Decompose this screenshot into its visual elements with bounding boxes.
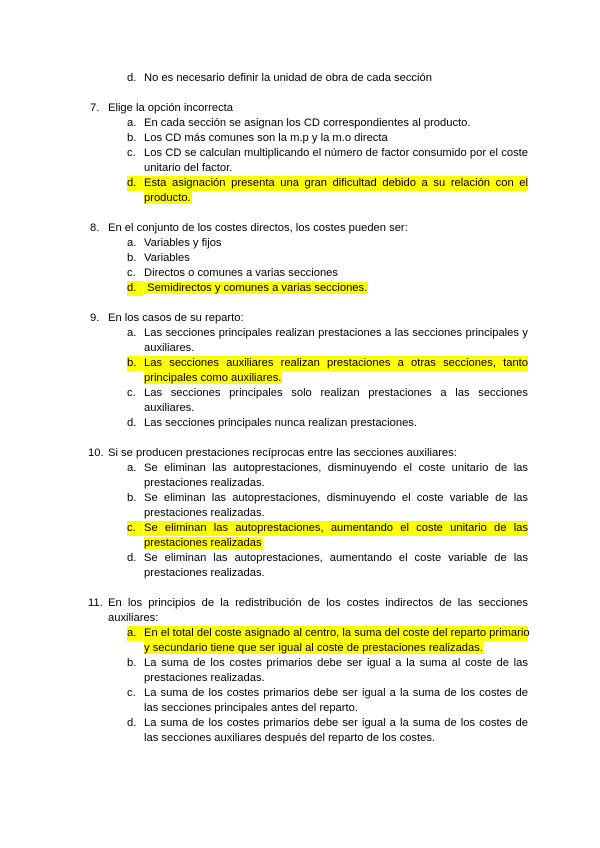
option-letter: d.	[127, 72, 137, 84]
option-letter: a.	[127, 237, 137, 249]
option-text: Directos o comunes a varias secciones	[144, 267, 339, 279]
question-number: 9.	[90, 312, 100, 324]
question-text: En los principios de la redistribución de los costes indirectos de las secciones	[108, 597, 528, 609]
option-letter: a.	[127, 117, 137, 129]
option-text: Los CD más comunes son la m.p y la m.o directa	[144, 132, 388, 144]
option-text-highlighted: En el total del coste asignado al centro, la suma del coste del reparto primario	[144, 627, 530, 639]
option-text-highlighted-cont: y secundario tiene que ser igual al coste de prestaciones realizadas.	[144, 642, 483, 654]
option-text: Se eliminan las autoprestaciones, aumentando el coste variable de las	[144, 552, 528, 564]
option-letter: c.	[127, 267, 136, 279]
option-letter: b.	[127, 356, 143, 371]
option-text: Variables y fijos	[144, 237, 222, 249]
option-text-cont: las secciones principales antes del reparto.	[144, 702, 358, 714]
option-text: Variables	[144, 252, 190, 264]
option-text-cont: auxiliares.	[144, 342, 195, 354]
option-text: La suma de los costes primarios debe ser igual a la suma de los costes de	[144, 717, 528, 729]
option-text: En cada sección se asignan los CD correspondientes al producto.	[144, 117, 471, 129]
option-letter: d.	[127, 176, 143, 191]
option-letter: b.	[127, 492, 137, 504]
option-letter: d.	[127, 717, 137, 729]
question-number: 11.	[88, 597, 103, 609]
option-letter: a.	[127, 327, 137, 339]
option-text-cont: prestaciones realizadas.	[144, 477, 265, 489]
option-text: Las secciones principales realizan prestaciones a las secciones principales y	[144, 327, 528, 339]
option-letter: b.	[127, 657, 137, 669]
option-text-highlighted: Esta asignación presenta una gran dificultad debido a su relación con el	[144, 177, 528, 189]
option-text-cont: prestaciones realizadas.	[144, 507, 265, 519]
question-text-cont: auxiliares:	[108, 612, 159, 624]
option-text: Los CD se calculan multiplicando el número de factor consumido por el coste	[144, 147, 528, 159]
option-text-highlighted-cont: prestaciones realizadas	[144, 537, 262, 549]
option-text-cont: prestaciones realizadas.	[144, 567, 265, 579]
option-letter: c.	[127, 147, 136, 159]
option-letter: b.	[127, 252, 137, 264]
question-number: 10.	[88, 447, 104, 459]
option-letter: c.	[127, 521, 143, 536]
option-text: Las secciones principales solo realizan prestaciones a las secciones	[144, 387, 528, 399]
option-text-highlighted: Semidirectos y comunes a varias secciones.	[144, 282, 368, 294]
question-text: En los casos de su reparto:	[108, 312, 244, 324]
question-number: 7.	[90, 102, 100, 114]
option-letter: d.	[127, 281, 143, 296]
option-letter: c.	[127, 687, 136, 699]
option-text-highlighted: Se eliminan las autoprestaciones, aumentando el coste unitario de las	[144, 522, 528, 534]
option-text: La suma de los costes primarios debe ser igual a la suma al coste de las	[144, 657, 528, 669]
option-text: La suma de los costes primarios debe ser igual a la suma de los costes de	[144, 687, 528, 699]
option-letter: c.	[127, 387, 136, 399]
option-text: Se eliminan las autoprestaciones, disminuyendo el coste variable de las	[144, 492, 528, 504]
option-letter: d.	[127, 552, 137, 564]
option-text-cont: las secciones auxiliares después del reparto de los costes.	[144, 732, 436, 744]
question-text: En el conjunto de los costes directos, los costes pueden ser:	[108, 222, 408, 234]
question-number: 8.	[90, 222, 100, 234]
question-text: Si se producen prestaciones recíprocas entre las secciones auxiliares:	[108, 447, 457, 459]
option-text-cont: auxiliares.	[144, 402, 195, 414]
option-text: No es necesario definir la unidad de obra de cada sección	[144, 72, 432, 84]
option-text-cont: unitario del factor.	[144, 162, 233, 174]
option-text-highlighted-cont: producto.	[144, 192, 191, 204]
option-letter: a.	[127, 626, 143, 641]
option-letter: b.	[127, 132, 137, 144]
option-text-highlighted: Las secciones auxiliares realizan prestaciones a otras secciones, tanto	[144, 357, 528, 369]
option-letter: d.	[127, 417, 137, 429]
option-text: Se eliminan las autoprestaciones, disminuyendo el coste unitario de las	[144, 462, 528, 474]
question-text: Elige la opción incorrecta	[108, 102, 233, 114]
option-text-cont: prestaciones realizadas.	[144, 672, 265, 684]
option-text-highlighted-cont: principales como auxiliares.	[144, 372, 282, 384]
option-text: Las secciones principales nunca realizan prestaciones.	[144, 417, 418, 429]
option-letter: a.	[127, 462, 137, 474]
